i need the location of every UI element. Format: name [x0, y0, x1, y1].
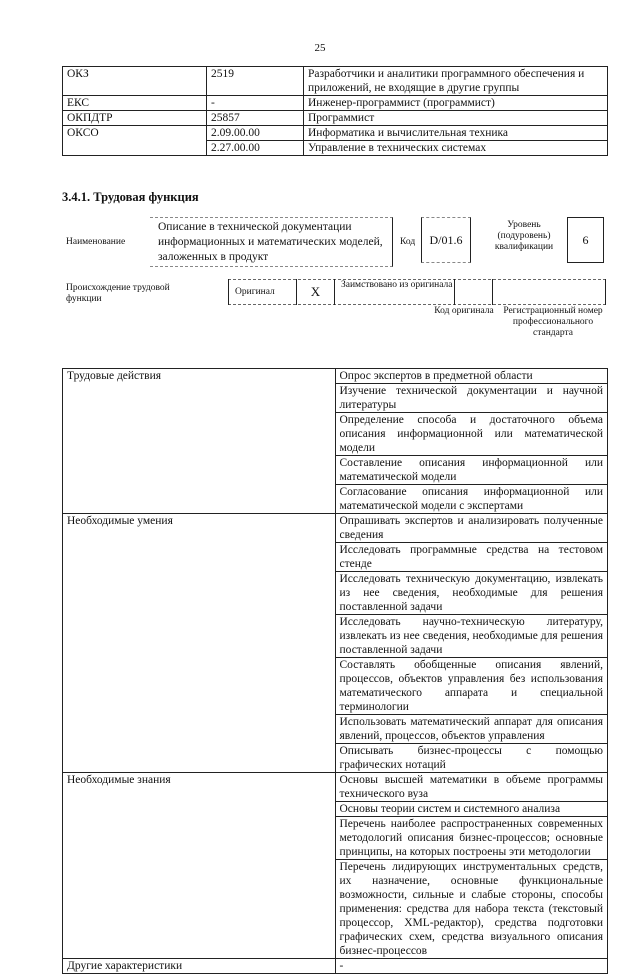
codes-cell-name: Программист — [304, 111, 608, 126]
codes-table — [62, 66, 608, 156]
codes-row — [63, 111, 608, 126]
origin-label: Происхождение трудовой функции — [66, 283, 170, 304]
skills-item: Опрашивать экспертов и анализировать полученные сведения — [335, 514, 608, 543]
skills-item: Исследовать научно-техническую литературу, извлекать из нее сведения, необходимые для решения поставленной задачи — [335, 615, 608, 658]
function-name: Описание в технической документации информационных и математических моделей, заложенных в продукт — [150, 217, 393, 267]
labor-actions-item: Определение способа и достаточного объема описания информационной или математической модели — [335, 413, 608, 456]
section-title: 3.4.1. Трудовая функция — [62, 190, 199, 204]
skills-item: Использовать математический аппарат для описания явлений, процессов, объектов управления — [335, 715, 608, 744]
origin-row — [228, 279, 606, 305]
knowledge-item: Основы высшей математики в объеме программы технического вуза — [335, 773, 608, 802]
knowledge-label: Необходимые знания — [63, 773, 336, 959]
table-row — [63, 773, 608, 802]
codes-cell-name: Информатика и вычислительная техника — [304, 126, 608, 141]
knowledge-item: Основы теории систем и системного анализа — [335, 802, 608, 817]
codes-cell-value: 2.09.00.00 — [207, 126, 304, 141]
function-code: D/01.6 — [421, 217, 471, 263]
codes-row — [63, 96, 608, 111]
knowledge-item: Перечень наиболее распространенных современных методологий описания бизнес-процессов; основные принципы, на которых построены эти методологии — [335, 817, 608, 860]
codes-cell-value: 25857 — [207, 111, 304, 126]
codes-cell-value: - — [207, 96, 304, 111]
original-mark: X — [296, 279, 334, 305]
table-row — [63, 514, 608, 543]
labor-actions-item: Изучение технической документации и научной литературы — [335, 384, 608, 413]
level-label: Уровень (подуровень) квалификации — [494, 220, 554, 252]
codes-cell-code: ОКЗ — [63, 67, 207, 96]
skills-label: Необходимые умения — [63, 514, 336, 773]
codes-cell-code — [63, 141, 207, 156]
codes-cell-name: Инженер-программист (программист) — [304, 96, 608, 111]
labor-actions-item: Составление описания информационной или математической модели — [335, 456, 608, 485]
skills-item: Составлять обобщенные описания явлений, процессов, объектов управления без использования математического аппарата и специальной терминологии — [335, 658, 608, 715]
knowledge-item: Перечень лидирующих инструментальных средств, их назначение, основные функциональные возможности, сильные и слабые стороны, способы применения: средства для набора текста (текстовый процессор, XML-редактор), средства подготовки графических схем, средства визуального описания бизнес-процессов — [335, 860, 608, 959]
qualification-level: 6 — [567, 217, 604, 263]
codes-row — [63, 126, 608, 141]
name-label: Наименование — [66, 237, 126, 247]
codes-cell-value: 2519 — [207, 67, 304, 96]
skills-item: Исследовать программные средства на тестовом стенде — [335, 543, 608, 572]
reg-number-cell — [492, 279, 606, 305]
codes-cell-value: 2.27.00.00 — [207, 141, 304, 156]
labor-actions-item: Согласование описания информационной или математической модели с экспертами — [335, 485, 608, 514]
codes-cell-code: ОКСО — [63, 126, 207, 141]
labor-actions-item: Опрос экспертов в предметной области — [335, 369, 608, 384]
codes-cell-code: ОКПДТР — [63, 111, 207, 126]
reg-number-label: Регистрационный номер профессионального стандарта — [503, 306, 603, 338]
page-number: 25 — [314, 42, 326, 54]
codes-cell-name: Разработчики и аналитики программного обеспечения и приложений, не входящие в другие группы — [304, 67, 608, 96]
labor-function-table — [62, 368, 608, 974]
code-label: Код — [400, 237, 416, 247]
code-original-cell — [454, 279, 492, 305]
labor-actions-label: Трудовые действия — [63, 369, 336, 514]
codes-row — [63, 141, 608, 156]
other-label: Другие характеристики — [63, 959, 336, 974]
skills-item: Исследовать техническую документацию, извлекать из нее сведения, необходимые для решения поставленной задачи — [335, 572, 608, 615]
codes-row — [63, 67, 608, 96]
table-row — [63, 959, 608, 974]
code-original-label: Код оригинала — [434, 306, 494, 316]
borrowed-cell: Заимствовано из оригинала — [334, 279, 454, 305]
other-value: - — [335, 959, 608, 974]
original-cell: Оригинал — [228, 279, 296, 305]
skills-item: Описывать бизнес-процессы с помощью графических нотаций — [335, 744, 608, 773]
codes-cell-name: Управление в технических системах — [304, 141, 608, 156]
codes-cell-code: ЕКС — [63, 96, 207, 111]
table-row — [63, 369, 608, 384]
